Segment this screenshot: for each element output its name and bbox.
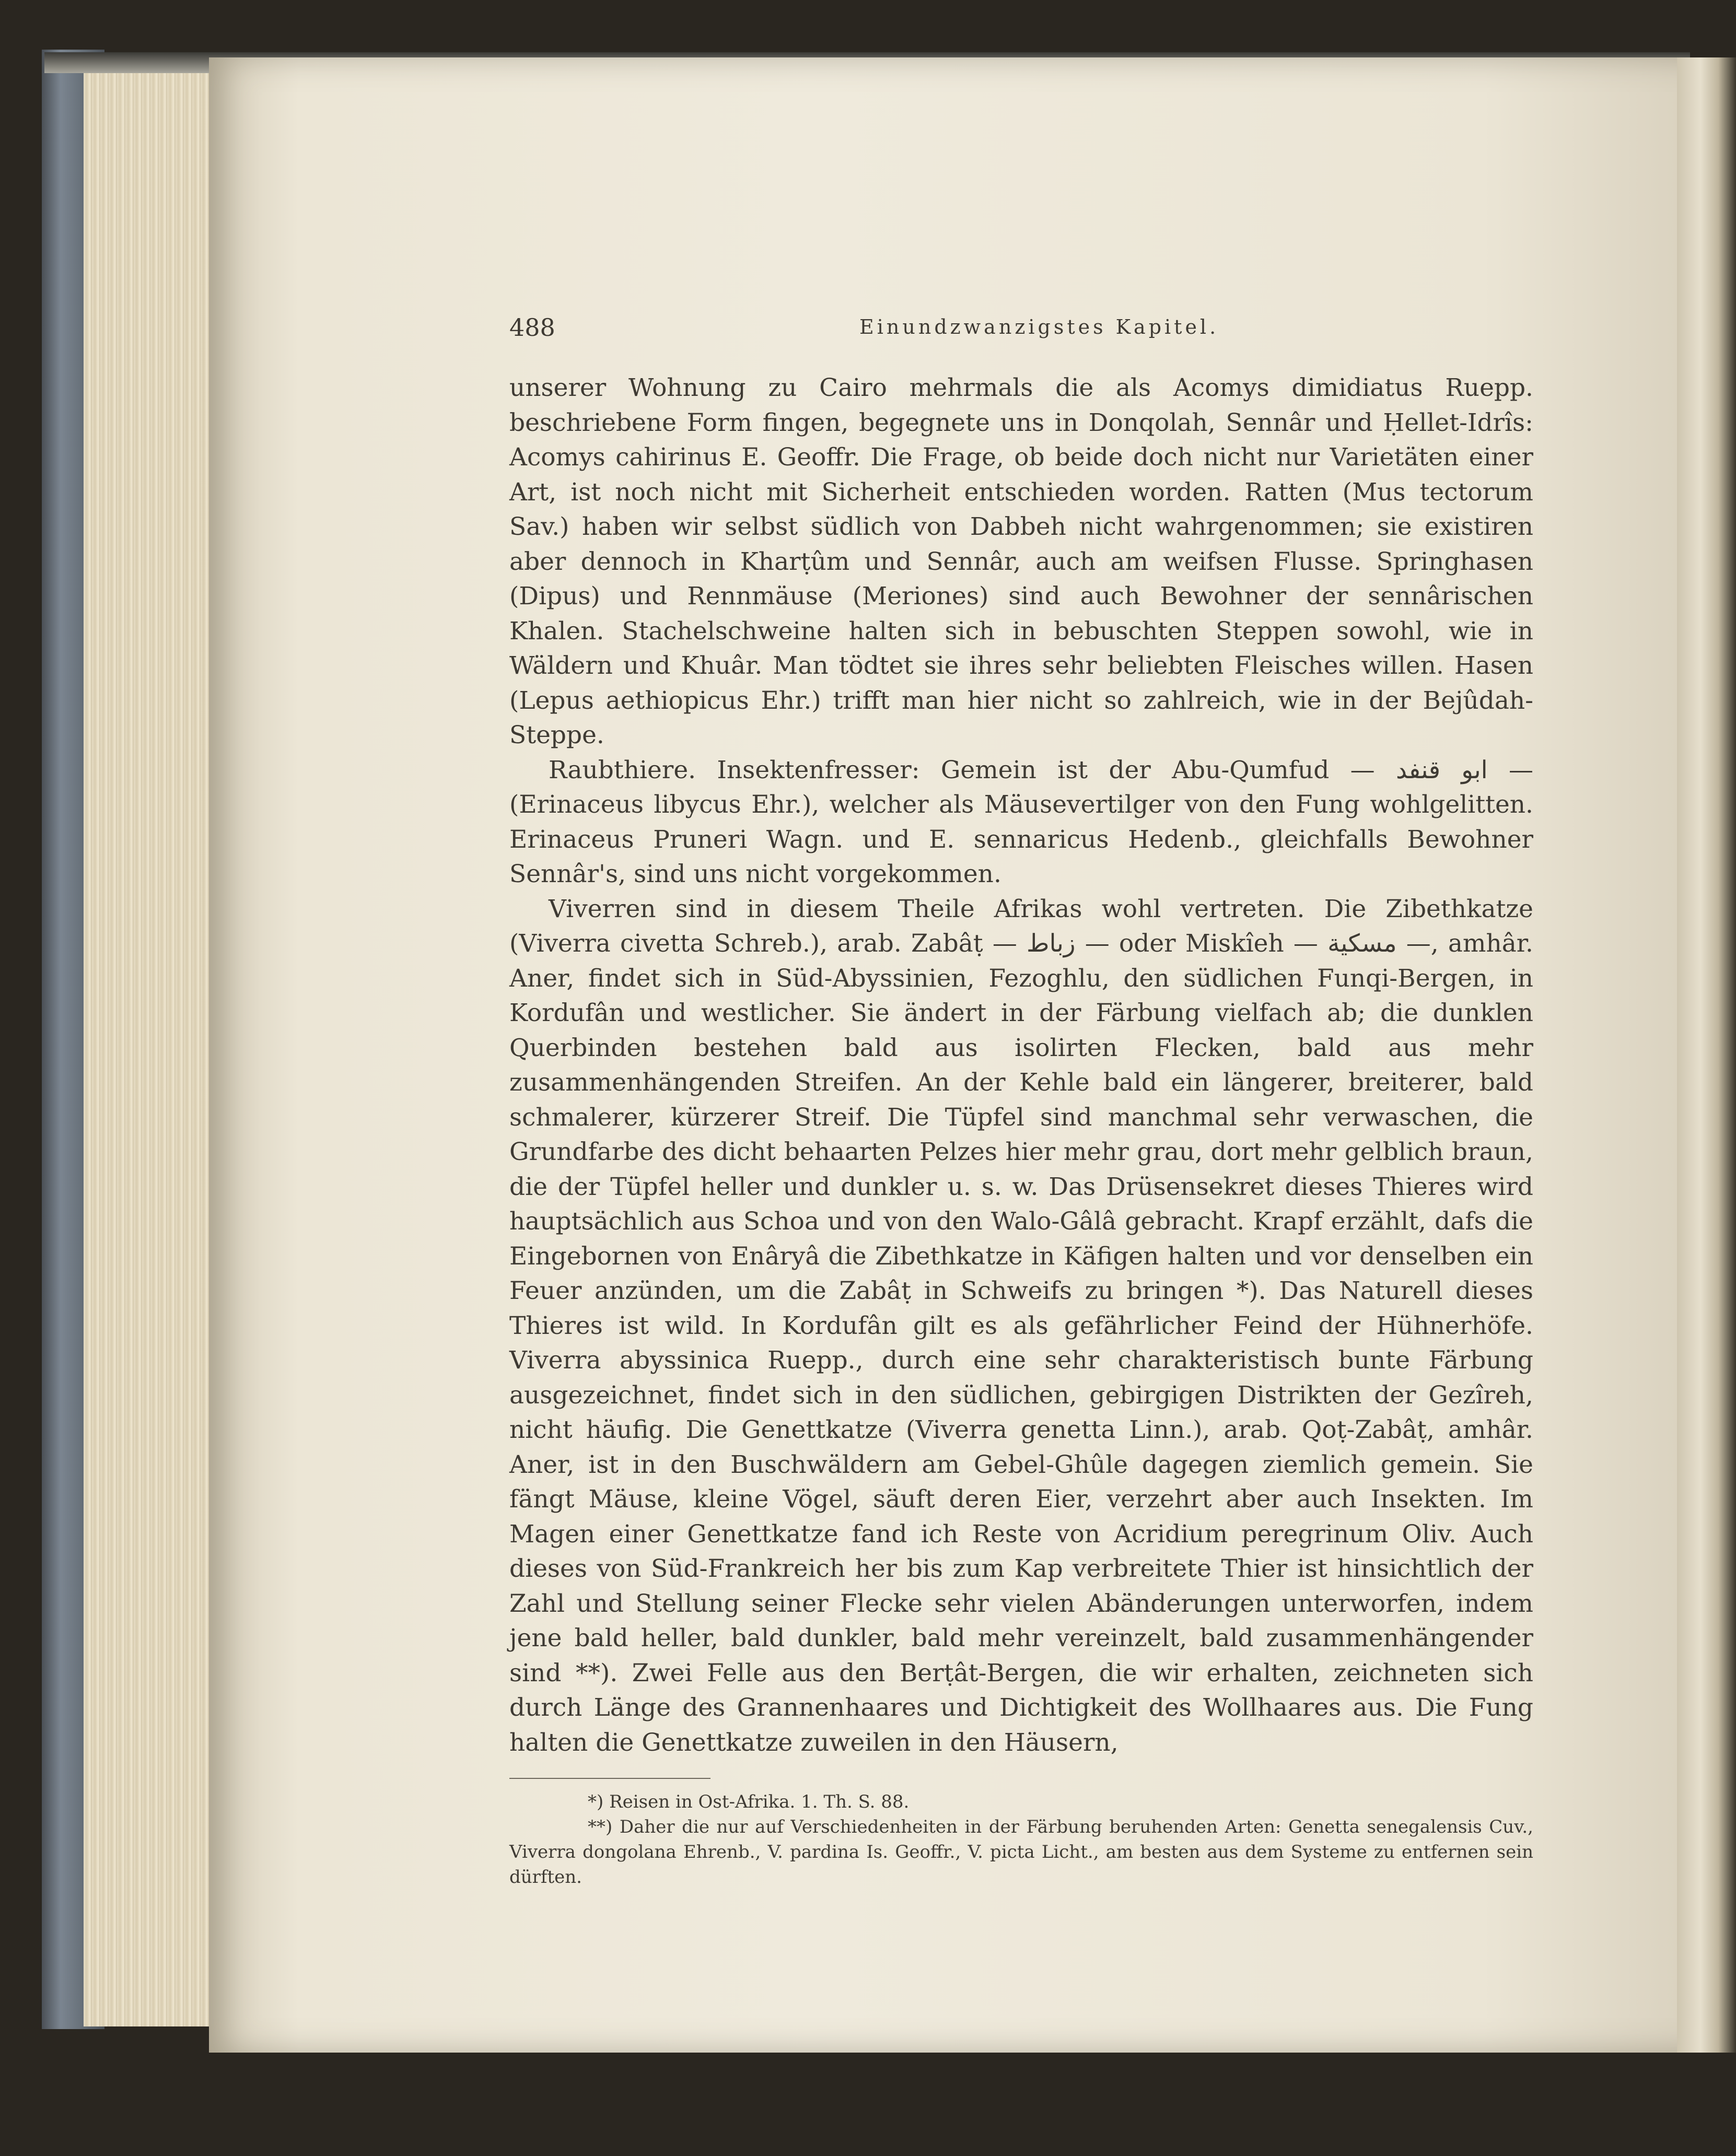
page-edges — [84, 73, 225, 2026]
footnote-rule — [509, 1778, 710, 1779]
footnote-2: **) Daher die nur auf Verschiedenheiten in der Färbung beruhenden Arten: Genetta senegalensis Cuv., Viverra dongolana Ehrenb., V. pardina Is. Geoffr., V. picta Licht., am besten aus dem Systeme zu entfernen sein dürften. — [509, 1817, 1533, 1888]
body-text — [509, 371, 1533, 1760]
running-head: Einundzwanzigstes Kapitel. — [859, 315, 1219, 338]
facing-page-edge — [1677, 57, 1736, 2053]
paragraph-viverren: Viverren sind in diesem Theile Afrikas wohl vertreten. Die Zibethkatze (Viverra civetta Schreb.), arab. Zabâṭ — زباط — oder Miskîeh — مسكية —, amhâr. Aner, findet sich in Süd-Abyssinien, Fezoghlu, den südlichen Funqi-Bergen, in Kordufân und westlicher. Sie ändert in der Färbung vielfach ab; die dunklen Querbinden bestehen bald aus isolirten Flecken, bald aus mehr zusammenhängenden Streifen. An der Kehle bald ein längerer, breiterer, bald schmalerer, kürzerer Streif. Die Tüpfel sind manchmal sehr verwaschen, die Grundfarbe des dicht behaarten Pelzes hier mehr grau, dort mehr gelblich braun, die der Tüpfel heller und dunkler u. s. w. Das Drüsensekret dieses Thieres wird hauptsächlich aus Schoa und von den Walo-Gâlâ gebracht. Krapf erzählt, dafs die Eingebornen von Enâryâ die Zibethkatze in Käfigen halten und vor denselben ein Feuer anzünden, um die Zabâṭ in Schweifs zu bringen *). Das Naturell dieses Thieres ist wild. In Kordufân gilt es als gefährlicher Feind der Hühnerhöfe. Viverra abyssinica Ruepp., durch eine sehr charakteristisch bunte Färbung ausgezeichnet, findet sich in den südlichen, gebirgigen Distrikten der Gezîreh, nicht häufig. Die Genettkatze (Viverra genetta Linn.), arab. Qoṭ-Zabâṭ, amhâr. Aner, ist in den Buschwäldern am Gebel-Ghûle dagegen ziemlich gemein. Sie fängt Mäuse, kleine Vögel, säuft deren Eier, verzehrt aber auch Insekten. Im Magen einer Genettkatze fand ich Reste von Acridium peregrinum Oliv. Auch dieses von Süd-Frankreich her bis zum Kap verbreitete Thier ist hinsichtlich der Zahl und Stellung seiner Flecke sehr vielen Abänderungen unterworfen, indem jene bald heller, bald dunkler, bald mehr vereinzelt, bald zusammenhängender sind **). Zwei Felle aus den Berṭât-Bergen, die wir erhalten, zeichneten sich durch Länge des Grannenhaares und Dichtigkeit des Wollhaares aus. Die Fung halten die Genettkatze zuweilen in den Häusern, — [509, 894, 1533, 1757]
page-number: 488 — [509, 313, 555, 342]
footnotes — [509, 1789, 1533, 1890]
footnote-1: *) Reisen in Ost-Afrika. 1. Th. S. 88. — [588, 1791, 910, 1812]
paragraph-rodents: unserer Wohnung zu Cairo mehrmals die als Acomys dimidiatus Ruepp. beschriebene Form fingen, begegnete uns in Donqolah, Sennâr und Ḥellet-Idrîs: Acomys cahirinus E. Geoffr. Die Frage, ob beide doch nicht nur Varietäten einer Art, ist noch nicht mit Sicherheit entschieden worden. Ratten (Mus tectorum Sav.) haben wir selbst südlich von Dabbeh nicht wahrgenommen; sie existiren aber dennoch in Kharṭûm und Sennâr, auch am weifsen Flusse. Springhasen (Dipus) und Rennmäuse (Meriones) sind auch Bewohner der sennârischen Khalen. Stachelschweine halten sich in bebuschten Steppen sowohl, wie in Wäldern und Khuâr. Man tödtet sie ihres sehr beliebten Fleisches willen. Hasen (Lepus aethiopicus Ehr.) trifft man hier nicht so zahlreich, wie in der Bejûdah-Steppe. — [509, 373, 1533, 749]
page-header — [509, 313, 1533, 350]
page-content — [509, 313, 1533, 1890]
paragraph-raubthiere: Raubthiere. Insektenfresser: Gemein ist der Abu-Qumfud — ابو قنفد — (Erinaceus libycus Ehr.), welcher als Mäusevertilger von den Fung wohlgelitten. Erinaceus Pruneri Wagn. und E. sennaricus Hedenb., gleichfalls Bewohner Sennâr's, sind uns nicht vorgekommen. — [509, 755, 1533, 888]
